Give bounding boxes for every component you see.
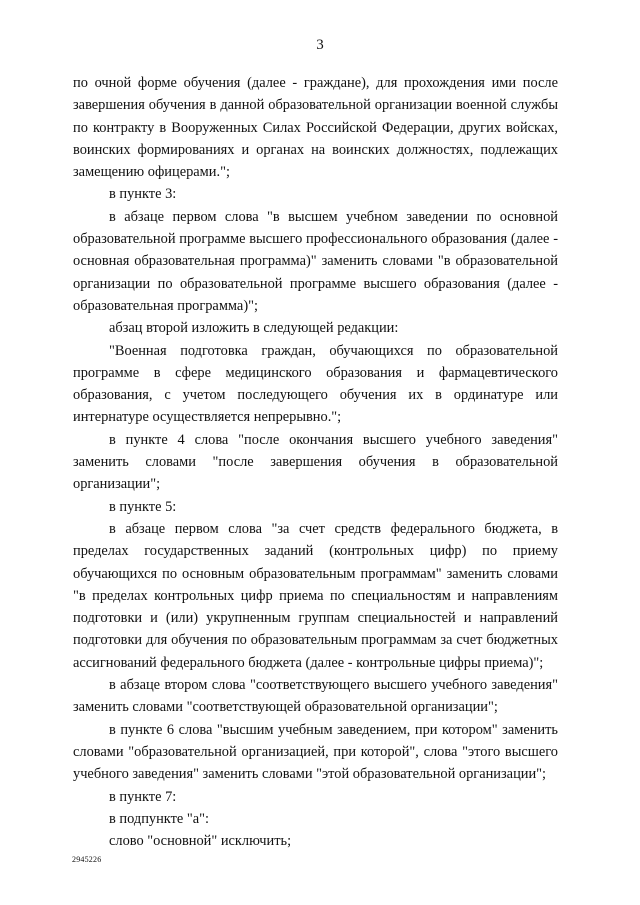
paragraph-12: в подпункте "а": <box>109 810 210 827</box>
document-id: 2945226 <box>72 855 102 864</box>
paragraph-2: в пункте 3: <box>109 186 177 203</box>
page-number: 3 <box>316 37 324 53</box>
paragraph-6: в пункте 4 слова "после окончания высшего учебного заведения" заменить словами "после завершения обучения в образовательной организации"; <box>73 431 558 493</box>
paragraph-8: в абзаце первом слова "за счет средств федерального бюджета, в пределах государственных заданий (контрольных цифр) по приему обучающихся по основным образовательным программам" заменить словами "в пределах контрольных цифр приема по специальностям и направлениям подготовки и (или) укрупненным группам специальностей и направлений подготовки для обучения по образовательным программам за счет бюджетных ассигнований федерального бюджета (далее - контрольные цифры приема)"; <box>73 520 558 671</box>
paragraph-11: в пункте 7: <box>109 788 177 805</box>
paragraph-7: в пункте 5: <box>109 498 177 515</box>
document-body <box>73 72 558 852</box>
paragraph-9: в абзаце втором слова "соответствующего высшего учебного заведения" заменить словами "соответствующей образовательной организации"; <box>73 677 558 716</box>
paragraph-5: "Военная подготовка граждан, обучающихся по образовательной программе в сфере медицинского образования и фармацевтического образования, с учетом последующего обучения их в ординатуре или интернатуре осуществляется непрерывно."; <box>73 342 558 426</box>
paragraph-13: слово "основной" исключить; <box>109 833 292 850</box>
paragraph-10: в пункте 6 слова "высшим учебным заведением, при котором" заменить словами "образовательной организацией, при которой", слова "этого высшего учебного заведения" заменить словами "этой образовательной организации"; <box>73 721 558 783</box>
paragraph-3: в абзаце первом слова "в высшем учебном заведении по основной образовательной программе высшего профессионального образования (далее - основная образовательная программа)" заменить словами "в образовательной организации по образовательной программе высшего образования (далее - образовательная программа)"; <box>73 208 558 314</box>
paragraph-4: абзац второй изложить в следующей редакции: <box>109 320 399 337</box>
paragraph-1: по очной форме обучения (далее - граждане), для прохождения ими после завершения обучения в данной образовательной организации военной службы по контракту в Вооруженных Силах Российской Федерации, других войсках, воинских формированиях и органах на воинских должностях, подлежащих замещению офицерами."; <box>73 75 558 181</box>
